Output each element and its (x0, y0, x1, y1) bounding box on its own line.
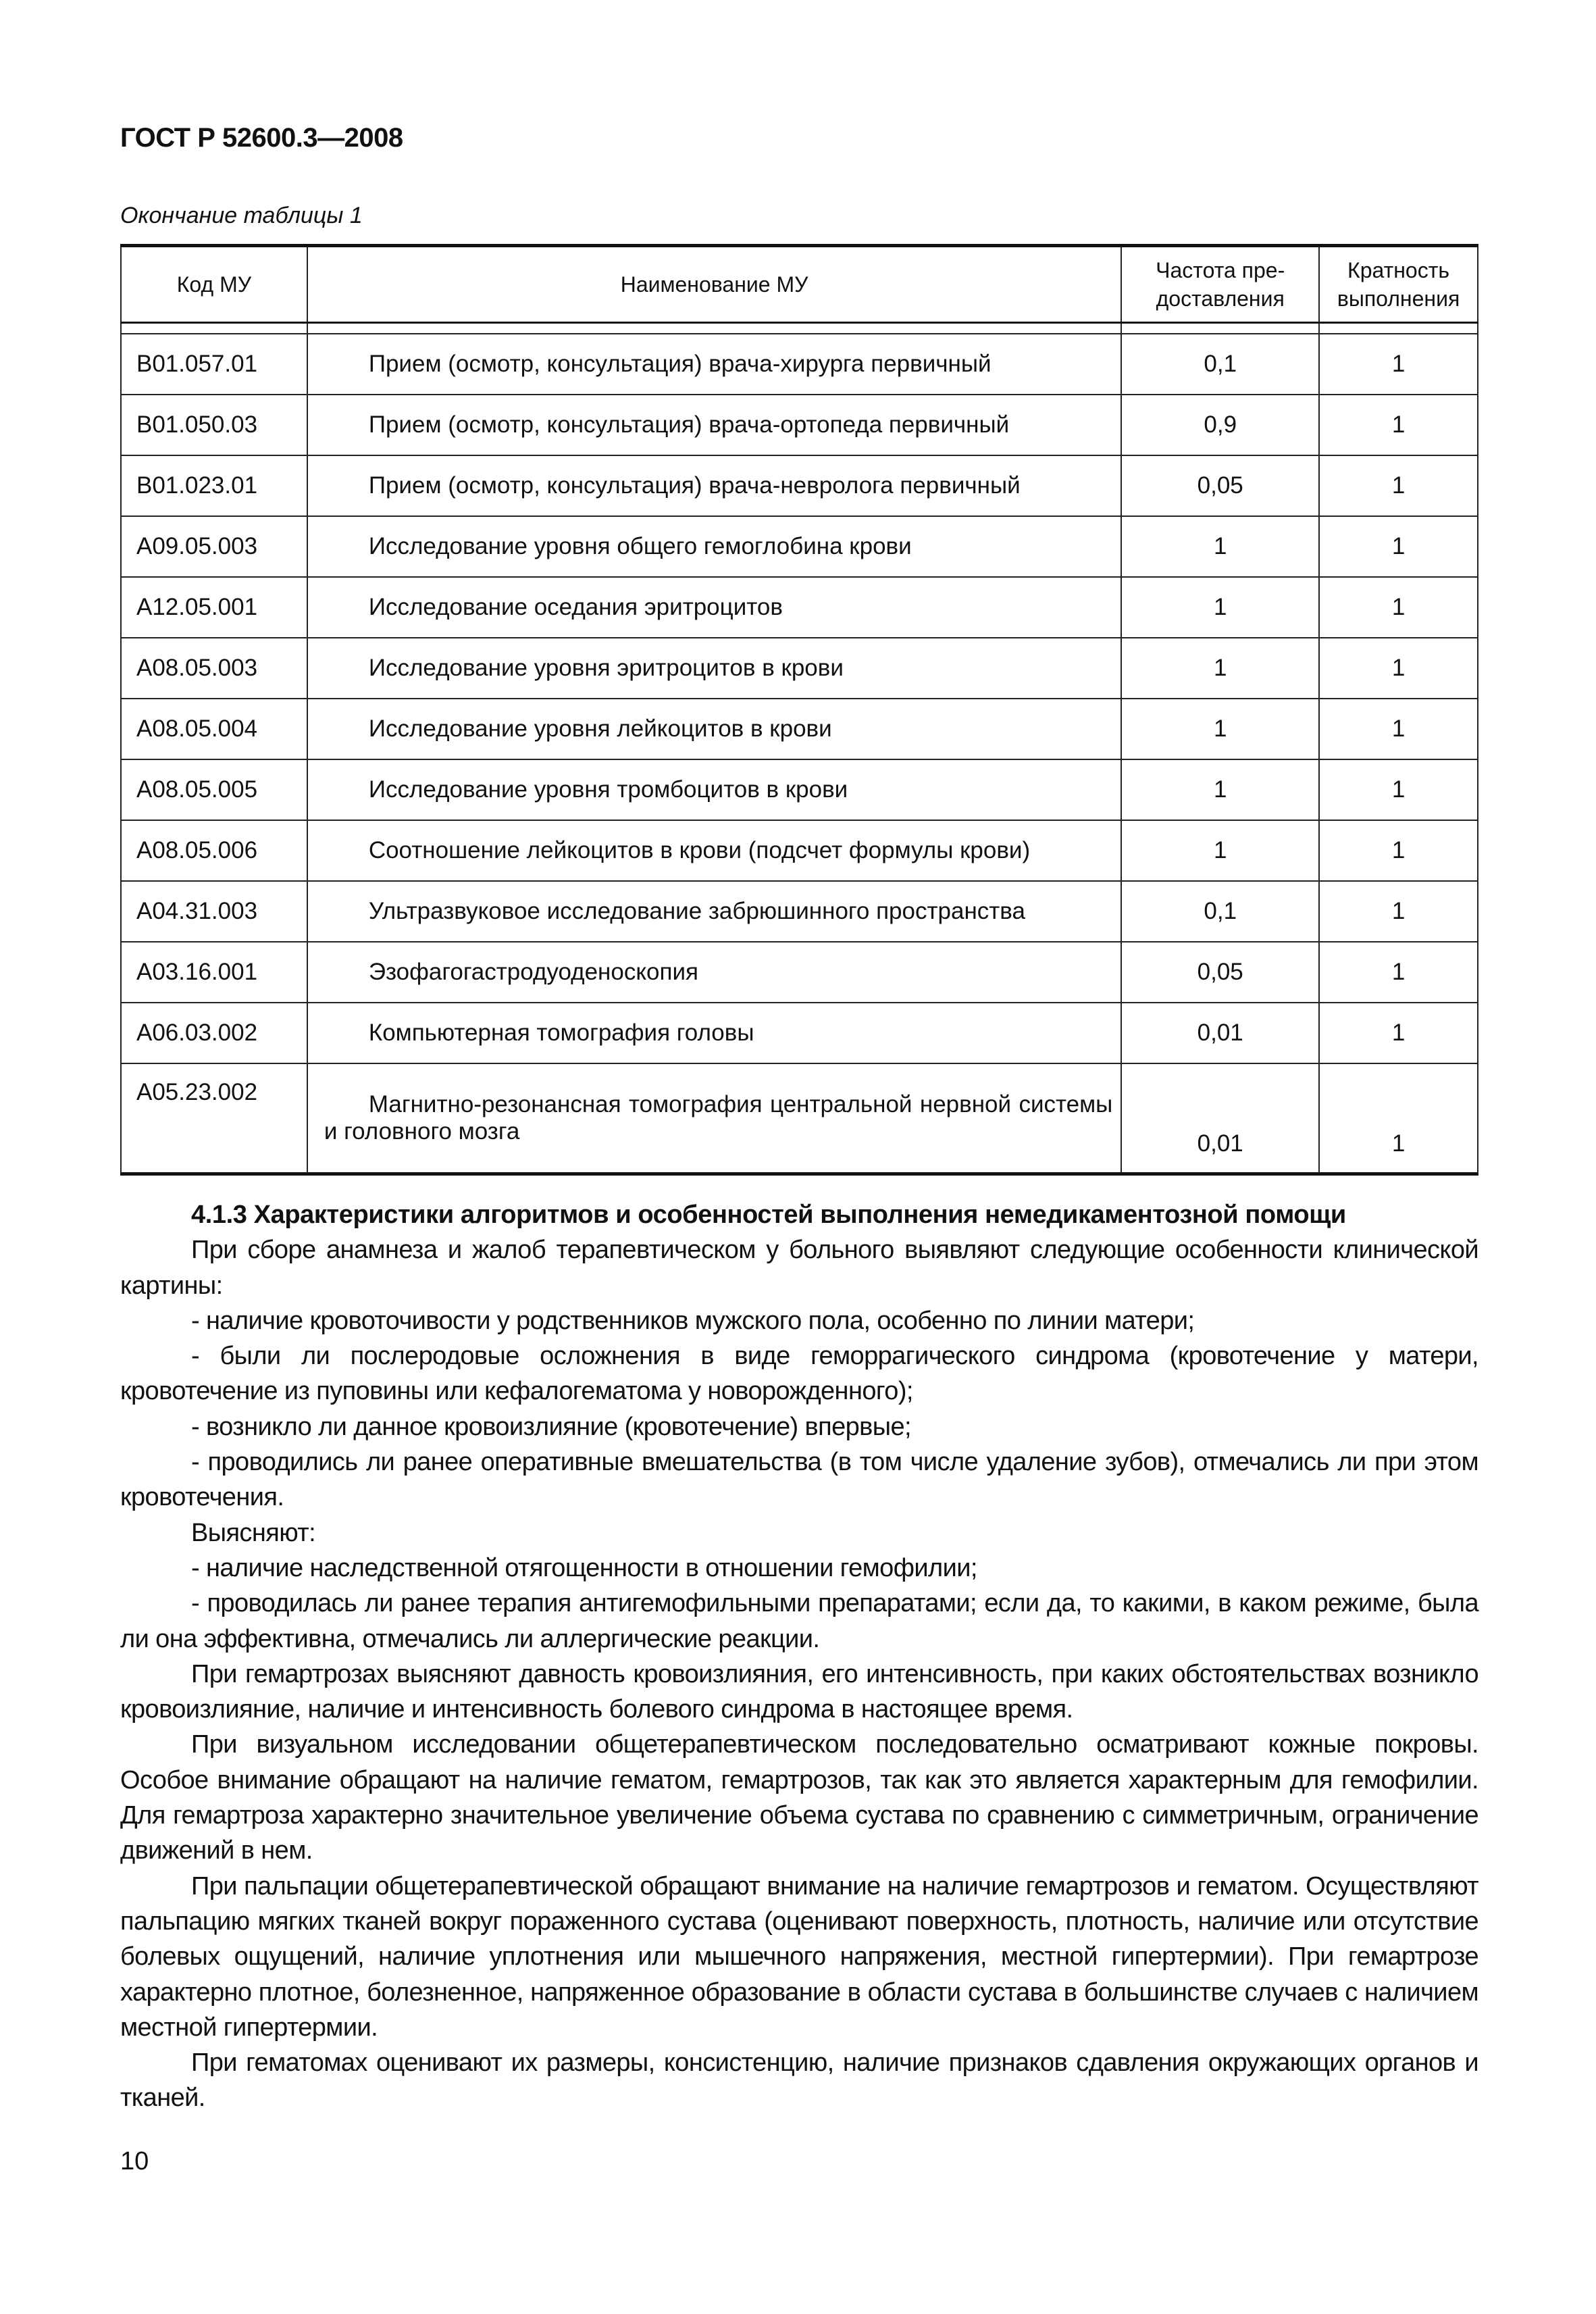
cell-code: A09.05.003 (121, 516, 307, 577)
table-row (121, 455, 1478, 516)
paragraph: При визуальном исследовании общетерапевтическом последовательно осматривают кожные покровы. Особое внимание обращают на наличие гематом, гемартрозов, так как это является характерным для гемофилии. Для гемартроза характерно значительное увеличение объема сустава по сравнению с симметричным, ограничение движений в нем. (120, 1730, 1478, 1865)
section-heading: 4.1.3 Характеристики алгоритмов и особенностей выполнения немедикаментозной помощи (191, 1201, 1346, 1229)
cell-name: Исследование уровня эритроцитов в крови (307, 638, 1122, 699)
cell-code: A04.31.003 (121, 881, 307, 942)
section-text (120, 1197, 1478, 2116)
paragraph: Выясняют: (191, 1518, 316, 1547)
cell-multiplicity: 1 (1319, 699, 1478, 759)
cell-name: Прием (осмотр, консультация) врача-ортопеда первичный (307, 395, 1122, 455)
cell-frequency: 1 (1121, 638, 1319, 699)
cell-frequency: 1 (1121, 699, 1319, 759)
cell-multiplicity: 1 (1319, 334, 1478, 395)
cell-multiplicity: 1 (1319, 1063, 1478, 1174)
cell-multiplicity: 1 (1319, 1003, 1478, 1063)
cell-name: Исследование уровня тромбоцитов в крови (307, 759, 1122, 820)
column-header-multiplicity: Кратность выполнения (1319, 246, 1478, 323)
table-row (121, 516, 1478, 577)
table-row (121, 942, 1478, 1003)
cell-multiplicity: 1 (1319, 395, 1478, 455)
column-header-frequency: Частота пре- доставления (1121, 246, 1319, 323)
cell-frequency: 1 (1121, 820, 1319, 881)
paragraph: При гемартрозах выясняют давность кровоизлияния, его интенсивность, при каких обстоятельствах возникло кровоизлияние, наличие и интенсивность болевого синдрома в настоящее время. (120, 1659, 1478, 1724)
cell-code: A12.05.001 (121, 577, 307, 638)
table-row (121, 1003, 1478, 1063)
cell-multiplicity: 1 (1319, 577, 1478, 638)
cell-multiplicity: 1 (1319, 942, 1478, 1003)
table-row (121, 820, 1478, 881)
services-table (120, 244, 1478, 1176)
column-header-name: Наименование МУ (307, 246, 1122, 323)
cell-frequency: 0,9 (1121, 395, 1319, 455)
cell-multiplicity: 1 (1319, 638, 1478, 699)
column-header-code: Код МУ (121, 246, 307, 323)
document-id: ГОСТ Р 52600.3—2008 (120, 123, 403, 153)
cell-name: Магнитно-резонансная томография центральной нервной системы и головного мозга (307, 1063, 1122, 1174)
table-row (121, 699, 1478, 759)
cell-name: Исследование оседания эритроцитов (307, 577, 1122, 638)
paragraph: - возникло ли данное кровоизлияние (кровотечение) впервые; (191, 1412, 911, 1441)
cell-multiplicity: 1 (1319, 516, 1478, 577)
table-header (121, 246, 1478, 323)
cell-name: Компьютерная томография головы (307, 1003, 1122, 1063)
cell-frequency: 0,05 (1121, 942, 1319, 1003)
cell-multiplicity: 1 (1319, 820, 1478, 881)
table-row (121, 395, 1478, 455)
table-row (121, 334, 1478, 395)
cell-frequency: 0,01 (1121, 1063, 1319, 1174)
cell-frequency: 1 (1121, 759, 1319, 820)
cell-frequency: 0,05 (1121, 455, 1319, 516)
table-caption: Окончание таблицы 1 (120, 203, 363, 228)
table-row (121, 577, 1478, 638)
page-number: 10 (120, 2147, 149, 2175)
cell-frequency: 1 (1121, 516, 1319, 577)
table-row (121, 759, 1478, 820)
cell-name: Прием (осмотр, консультация) врача-невролога первичный (307, 455, 1122, 516)
paragraph: - были ли послеродовые осложнения в виде геморрагического синдрома (кровотечение у матери, кровотечение из пуповины или кефалогематома у новорожденного); (120, 1342, 1478, 1406)
paragraph: При гематомах оценивают их размеры, консистенцию, наличие признаков сдавления окружающих органов и тканей. (120, 2048, 1478, 2113)
table-row (121, 881, 1478, 942)
cell-code: A08.05.004 (121, 699, 307, 759)
paragraph: При сборе анамнеза и жалоб терапевтическом у больного выявляют следующие особенности клинической картины: (120, 1236, 1478, 1300)
cell-name: Эзофагогастродуоденоскопия (307, 942, 1122, 1003)
paragraph: - проводилась ли ранее терапия антигемофильными препаратами; если да, то какими, в каком режиме, была ли она эффективна, отмечались ли аллергические реакции. (120, 1589, 1478, 1653)
cell-code: B01.023.01 (121, 455, 307, 516)
cell-name: Соотношение лейкоцитов в крови (подсчет формулы крови) (307, 820, 1122, 881)
cell-code: A06.03.002 (121, 1003, 307, 1063)
paragraph: При пальпации общетерапевтической обращают внимание на наличие гемартрозов и гематом. Осуществляют пальпацию мягких тканей вокруг пораженного сустава (оценивают поверхность, плотность, наличие или отсутствие болевых ощущений, наличие уплотнения или мышечного напряжения, местной гипертермии). При гемартрозе характерно плотное, болезненное, напряженное образование в области сустава в большинстве случаев с наличием местной гипертермии. (120, 1871, 1478, 2042)
table-row (121, 1063, 1478, 1174)
cell-multiplicity: 1 (1319, 455, 1478, 516)
cell-name: Исследование уровня общего гемоглобина крови (307, 516, 1122, 577)
cell-code: A05.23.002 (121, 1063, 307, 1174)
cell-multiplicity: 1 (1319, 759, 1478, 820)
cell-frequency: 0,1 (1121, 334, 1319, 395)
cell-frequency: 0,01 (1121, 1003, 1319, 1063)
paragraph: - наличие наследственной отягощенности в отношении гемофилии; (191, 1553, 977, 1582)
table-row (121, 638, 1478, 699)
cell-multiplicity: 1 (1319, 881, 1478, 942)
cell-code: A08.05.003 (121, 638, 307, 699)
cell-name: Исследование уровня лейкоцитов в крови (307, 699, 1122, 759)
cell-code: A08.05.005 (121, 759, 307, 820)
cell-code: B01.057.01 (121, 334, 307, 395)
cell-name: Прием (осмотр, консультация) врача-хирурга первичный (307, 334, 1122, 395)
cell-code: A03.16.001 (121, 942, 307, 1003)
cell-code: A08.05.006 (121, 820, 307, 881)
cell-frequency: 1 (1121, 577, 1319, 638)
cell-name: Ультразвуковое исследование забрюшинного пространства (307, 881, 1122, 942)
paragraph: - наличие кровоточивости у родственников мужского пола, особенно по линии матери; (191, 1306, 1195, 1335)
cell-code: B01.050.03 (121, 395, 307, 455)
cell-frequency: 0,1 (1121, 881, 1319, 942)
paragraph: - проводились ли ранее оперативные вмешательства (в том числе удаление зубов), отмечались ли при этом кровотечения. (120, 1448, 1478, 1512)
